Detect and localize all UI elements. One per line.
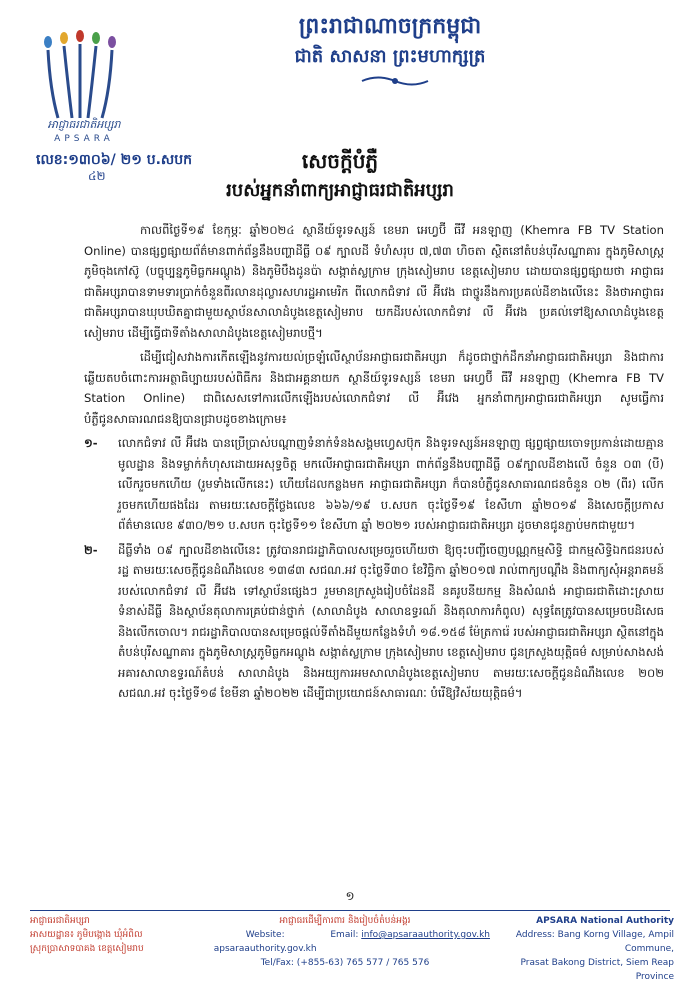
document-subtitle: របស់អ្នកនាំពាក្យអាជ្ញាធរជាតិអប្សរា: [226, 180, 454, 201]
footer-telfax: Tel/Fax: (+855-63) 765 577 / 765 576: [260, 958, 430, 968]
paragraph-clarification: ដើម្បីជៀសវាងការកេីតឡេីងនូវការយល់ច្រឡំលើស្ថាប័នអាជ្ញាធរជាតិអប្សរា ក៏ដូចជាថ្នាក់ដឹកនាំអាជ្ញាធរជាតិអប្សរា និងជាការឆ្លើយតបចំពោះការអត្ថាធិប្បាយរបស់ពិធីករ និងជាអគ្គនាយក ស្ថានីយ៍ទូរទស្សន៍ ខេមរា អេហ្វប៊ី ធីវី អនឡាញ (Khemra FB TV Station Online) ជាពិសេសទៅការលើកឡើងរបស់លោកជំទាវ លី អ៊ីវេង អ្នកនាំពាក្យអាជ្ញាធរជាតិអប្សរា សូមធ្វើការបំភ្លឺជូនសាធារណជនឱ្យបានជ្រាបដូចខាងក្រោម៖: [84, 350, 664, 426]
reference-number: លេខ:១៣០៦/ ២១ ប.សបក: [36, 152, 193, 168]
footer-mid-line: អាជ្ញាធរដើម្បីការពារ និងរៀបចំតំបន់អង្គរ: [279, 916, 411, 926]
footer-contact-row: [200, 928, 490, 956]
logo-text: អាជ្ញាធរជាតិអប្សរា: [47, 118, 121, 131]
footer-left-line: ស្រុកប្រាសាទបាគង ខេត្តសៀមរាប: [30, 944, 144, 954]
footer-right-line: Address: Bang Korng Village, Ampil Commune,: [515, 930, 674, 954]
email-group: [330, 928, 490, 956]
footer-divider: [30, 910, 670, 911]
website-link[interactable]: Website: apsaraauthority.gov.kh: [213, 930, 317, 954]
list-item-number: ១-: [84, 436, 98, 450]
footer-left-line: អាសយដ្ឋាន៖ ភូមិបង្កោង ឃុំអំពិល: [30, 930, 143, 940]
national-motto: ជាតិ សាសនា ព្រះមហាក្សត្រ: [294, 46, 486, 67]
list-item: [84, 433, 664, 536]
kingdom-heading: ព្រះរាជាណាចក្រកម្ពុជា: [298, 13, 482, 39]
list-item-text: ដីធ្លីទាំង ០៩ ក្បាលដីខាងលើនេះ ត្រូវបានរាជរដ្ឋាភិបាលសម្រេចរួចហើយថា ឱ្យចុះបញ្ជីចេញបណ្ណកម្មសិទ្ធិ ជាកម្មសិទ្ធិឯកជនរបស់រដ្ឋ តាមរយៈសេចក្តីជូនដំណឹងលេខ ១៣៨៣ សជណ.អវ ចុះថ្ងៃទី៣០ ខែវិច្ឆិកា ឆ្នាំ២០១៧ រាល់ពាក្យបណ្ដឹង និងពាក្យសុំអន្តរាគមន៍របស់លោកជំទាវ លី អ៊ីវេង ទៅស្ថាប័នផ្សេងៗ រួមមានក្រសួងរៀបចំដែនដី នគរូបនីយកម្ម និងសំណង់ អាជ្ញាធរជាតិដោះស្រាយទំនាស់ដីធ្លី និងស្ថាប័នតុលាការគ្រប់ជាន់ថ្នាក់ (សាលាដំបូង សាលាឧទ្ធរណ៍ និងតុលាការកំពូល) សុទ្ធតែត្រូវបានសម្រេចបដិសេធ និងលើកចោល។ រាជរដ្ឋាភិបាលបានសម្រេចផ្តល់ទីតាំងដីមួយកន្លែងទំហំ ១៨.១៥៨ ម៉ែត្រការ៉េ របស់អាជ្ញាធរជាតិអប្សរា ស្ថិតនៅក្នុងតំបន់បុរីសណ្ឋាគារ ក្នុងភូមិសាស្ត្រភូមិធ្លកអណ្ដូង សង្កាត់ស្លក្រាម ក្រុងសៀមរាប ខេត្តសៀមរាប ជូនក្រសួងយុត្តិធម៌ សម្រាប់សាងសង់អគារសាលាឧទ្ធរណ៍តំបន់ សាលាដំបូង និងអយ្យការអមសាលាដំបូងខេត្តសៀមរាប តាមរយៈសេចក្តីជូនដំណឹងលេខ ២០២ សជណ.អវ ចុះថ្ងៃទី១៨ ខែមីនា ឆ្នាំ២០២២ ដើម្បីជាប្រយោជន៍សាធារណៈ បំរើឱ្យវិស័យយុត្តិធម៌។: [118, 542, 664, 700]
organization-name: APSARA National Authority: [536, 916, 674, 926]
footer-right-line: Prasat Bakong District, Siem Reap Province: [520, 958, 674, 982]
footer-contact: [200, 914, 490, 970]
list-item: [84, 540, 664, 704]
list-item-text: លោកជំទាវ លី អ៊ីវេង បានប្រើប្រាស់បណ្តាញទំនាក់ទំនងសង្គមហ្វេសប៊ុក និងទូរទស្សន៍អនឡាញ ផ្សព្វផ្សាយចោទប្រកាន់ដោយគ្មានមូលដ្ឋាន និងទម្លាក់កំហុសដោយអសុទ្ធចិត្ត មកលើអាជ្ញាធរជាតិអប្សរា ពាក់ព័ន្ធនឹងបញ្ហាដីធ្លី ០៩ក្បាលដីខាងលើ ចំនួន ០៣ (បី) លើករួចមកហើយ (រួមទាំងលើកនេះ) ហើយដែលកន្លងមក អាជ្ញាធរជាតិអប្សរា ក៏បានបំភ្លឺជូនសាធារណជនចំនួន ០២ (ពីរ) លើករួចមកហើយផងដែរ តាមរយៈសេចក្តីថ្លែងលេខ ៦៦៦/១៩ ប.សបក ចុះថ្ងៃទី១៩ ខែសីហា ឆ្នាំ២០១៩ និងសេចក្តីប្រកាសព័ត៌មានលេខ ៩៣០/២១ ប.សបក ចុះថ្ងៃទី១១ ខែសីហា ឆ្នាំ ២០២១ របស់អាជ្ញាធរជាតិអប្សរា ដូចមានជូនភ្ជាប់មកជាមួយ។: [118, 436, 664, 532]
list-item-number: ២-: [84, 542, 98, 557]
logo-sub: APSARA: [54, 134, 114, 144]
ornament-divider-icon: [360, 74, 430, 88]
document-title: សេចក្តីបំភ្លឺ: [301, 149, 379, 173]
paragraph-intro: កាលពីថ្ងៃទី១៩ ខែកុម្ភៈ ឆ្នាំ២០២៤ ស្ថានីយ៍ទូរទស្សន៍ ខេមរា អេហ្វប៊ី ធីវី អនឡាញ (Khemra FB TV Station Online) បានផ្សព្វផ្សាយព័ត៌មានពាក់ព័ន្ធនឹងបញ្ហាដីធ្លី ០៩ ក្បាលដី ទំហំសរុប ៧,៧៣ ហិចតា ស្ថិតនៅតំបន់បុរីសណ្ឋាគារ ក្នុងភូមិសាស្ត្រ ភូមិចុងកៅស៊ូ (បច្ចុប្បន្នភូមិធ្លកអណ្ដូង) និងភូមិបឹងដូនប៉ា សង្កាត់ស្លក្រាម ក្រុងសៀមរាប ខេត្តសៀមរាប ដោយបានផ្សព្វផ្សាយថា អាជ្ញាធរជាតិអប្សរាបានទាមទារប្រាក់ចំនួនពីរលានដុល្លារសហរដ្ឋអាមេរិក ពីលោកជំទាវ លី អ៊ីវេង ជាថ្នូរនឹងការប្រគល់ដីខាងលើនេះ និងថាអាជ្ញាធរជាតិអប្សរាបានឃុបឃិតគ្នាជាមួយស្ថាប័នសាលាដំបូងខេត្តសៀមរាប យកដីរបស់លោកជំទាវ លី អ៊ីវេង ប្រគល់ទៅឱ្យសាលាដំបូងខេត្តសៀមរាប ដើម្បីធ្វើជាទីតាំងសាលាដំបូងខេត្តសៀមរាបថ្មី។: [84, 223, 664, 340]
document-body: [84, 220, 664, 708]
reference-sub: ៤២: [88, 169, 106, 183]
email-link[interactable]: info@apsaraauthority.gov.kh: [361, 930, 490, 940]
page-number: ១: [345, 889, 355, 903]
footer-left-line: អាជ្ញាធរជាតិអប្សរា: [30, 916, 90, 926]
email-label: Email:: [330, 930, 359, 940]
footer-address-khmer: [30, 914, 190, 956]
